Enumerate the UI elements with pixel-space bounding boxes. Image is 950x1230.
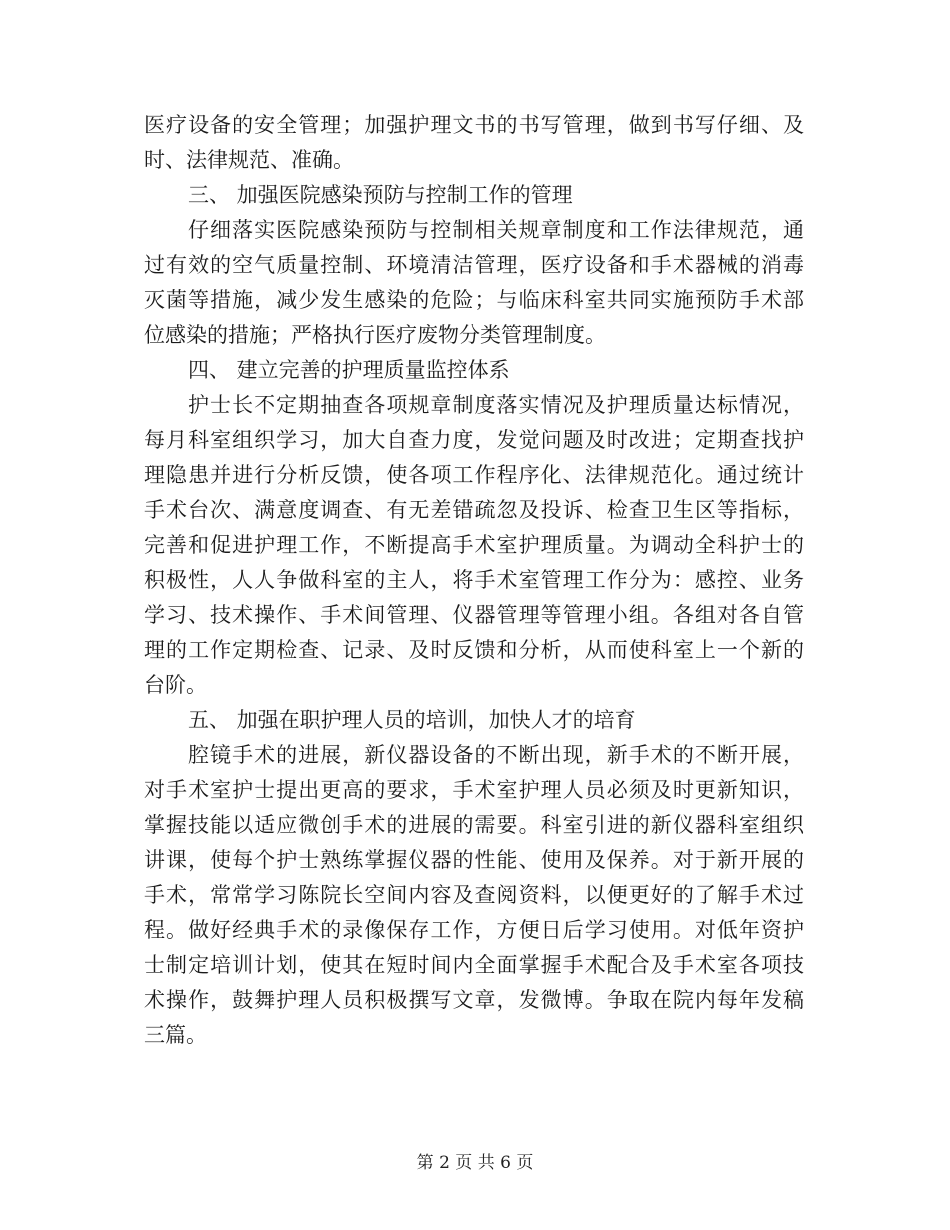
paragraph-line: 每月科室组织学习，加大自查力度，发觉问题及时改进；定期查找护 (144, 428, 804, 452)
paragraph-line: 过有效的空气质量控制、环境清洁管理，医疗设备和手术器械的消毒 (144, 253, 804, 277)
paragraph-line: 学习、技术操作、手术间管理、仪器管理等管理小组。各组对各自管 (144, 603, 804, 627)
paragraph-line: 术操作，鼓舞护理人员积极撰写文章，发微博。争取在院内每年发稿 (144, 988, 804, 1012)
footer-suffix: 页 (516, 1153, 534, 1173)
paragraph-line: 程。做好经典手术的录像保存工作，方便日后学习使用。对低年资护 (144, 918, 804, 942)
section-heading (144, 353, 804, 388)
body-paragraph (144, 388, 804, 703)
paragraph-line: 护士长不定期抽查各项规章制度落实情况及护理质量达标情况， (188, 393, 804, 417)
footer-middle: 页 共 (455, 1153, 495, 1173)
body-paragraph (144, 213, 804, 353)
section-heading (144, 178, 804, 213)
paragraph-line: 位感染的措施；严格执行医疗废物分类管理制度。 (144, 323, 606, 347)
body-paragraph (144, 108, 804, 178)
page-footer (0, 1151, 950, 1175)
paragraph-line: 手术台次、满意度调查、有无差错疏忽及投诉、检查卫生区等指标， (144, 498, 804, 522)
document-body (144, 108, 804, 1053)
footer-page-number: 2 (439, 1153, 450, 1173)
heading-text: 四、 建立完善的护理质量监控体系 (188, 358, 510, 382)
paragraph-line: 医疗设备的安全管理；加强护理文书的书写管理，做到书写仔细、及 (144, 113, 804, 137)
heading-text: 三、 加强医院感染预防与控制工作的管理 (188, 183, 573, 207)
paragraph-line: 完善和促进护理工作，不断提高手术室护理质量。为调动全科护士的 (144, 533, 804, 557)
paragraph-line: 讲课，使每个护士熟练掌握仪器的性能、使用及保养。对于新开展的 (144, 848, 804, 872)
footer-total-pages: 6 (500, 1153, 511, 1173)
body-paragraph (144, 738, 804, 1053)
paragraph-line: 积极性，人人争做科室的主人，将手术室管理工作分为：感控、业务 (144, 568, 804, 592)
paragraph-line: 灭菌等措施，减少发生感染的危险；与临床科室共同实施预防手术部 (144, 288, 804, 312)
heading-text: 五、 加强在职护理人员的培训，加快人才的培育 (188, 708, 636, 732)
paragraph-line: 台阶。 (144, 673, 207, 697)
paragraph-line: 时、法律规范、准确。 (144, 148, 354, 172)
paragraph-line: 仔细落实医院感染预防与控制相关规章制度和工作法律规范，通 (188, 218, 804, 242)
paragraph-line: 士制定培训计划，使其在短时间内全面掌握手术配合及手术室各项技 (144, 953, 804, 977)
section-heading (144, 703, 804, 738)
footer-prefix: 第 (416, 1153, 434, 1173)
paragraph-line: 掌握技能以适应微创手术的进展的需要。科室引进的新仪器科室组织 (144, 813, 804, 837)
paragraph-line: 腔镜手术的进展，新仪器设备的不断出现，新手术的不断开展， (188, 743, 804, 767)
paragraph-line: 手术，常常学习陈院长空间内容及查阅资料，以便更好的了解手术过 (144, 883, 804, 907)
paragraph-line: 三篇。 (144, 1023, 207, 1047)
paragraph-line: 理的工作定期检查、记录、及时反馈和分析，从而使科室上一个新的 (144, 638, 804, 662)
paragraph-line: 对手术室护士提出更高的要求，手术室护理人员必须及时更新知识， (144, 778, 804, 802)
paragraph-line: 理隐患并进行分析反馈，使各项工作程序化、法律规范化。通过统计 (144, 463, 804, 487)
